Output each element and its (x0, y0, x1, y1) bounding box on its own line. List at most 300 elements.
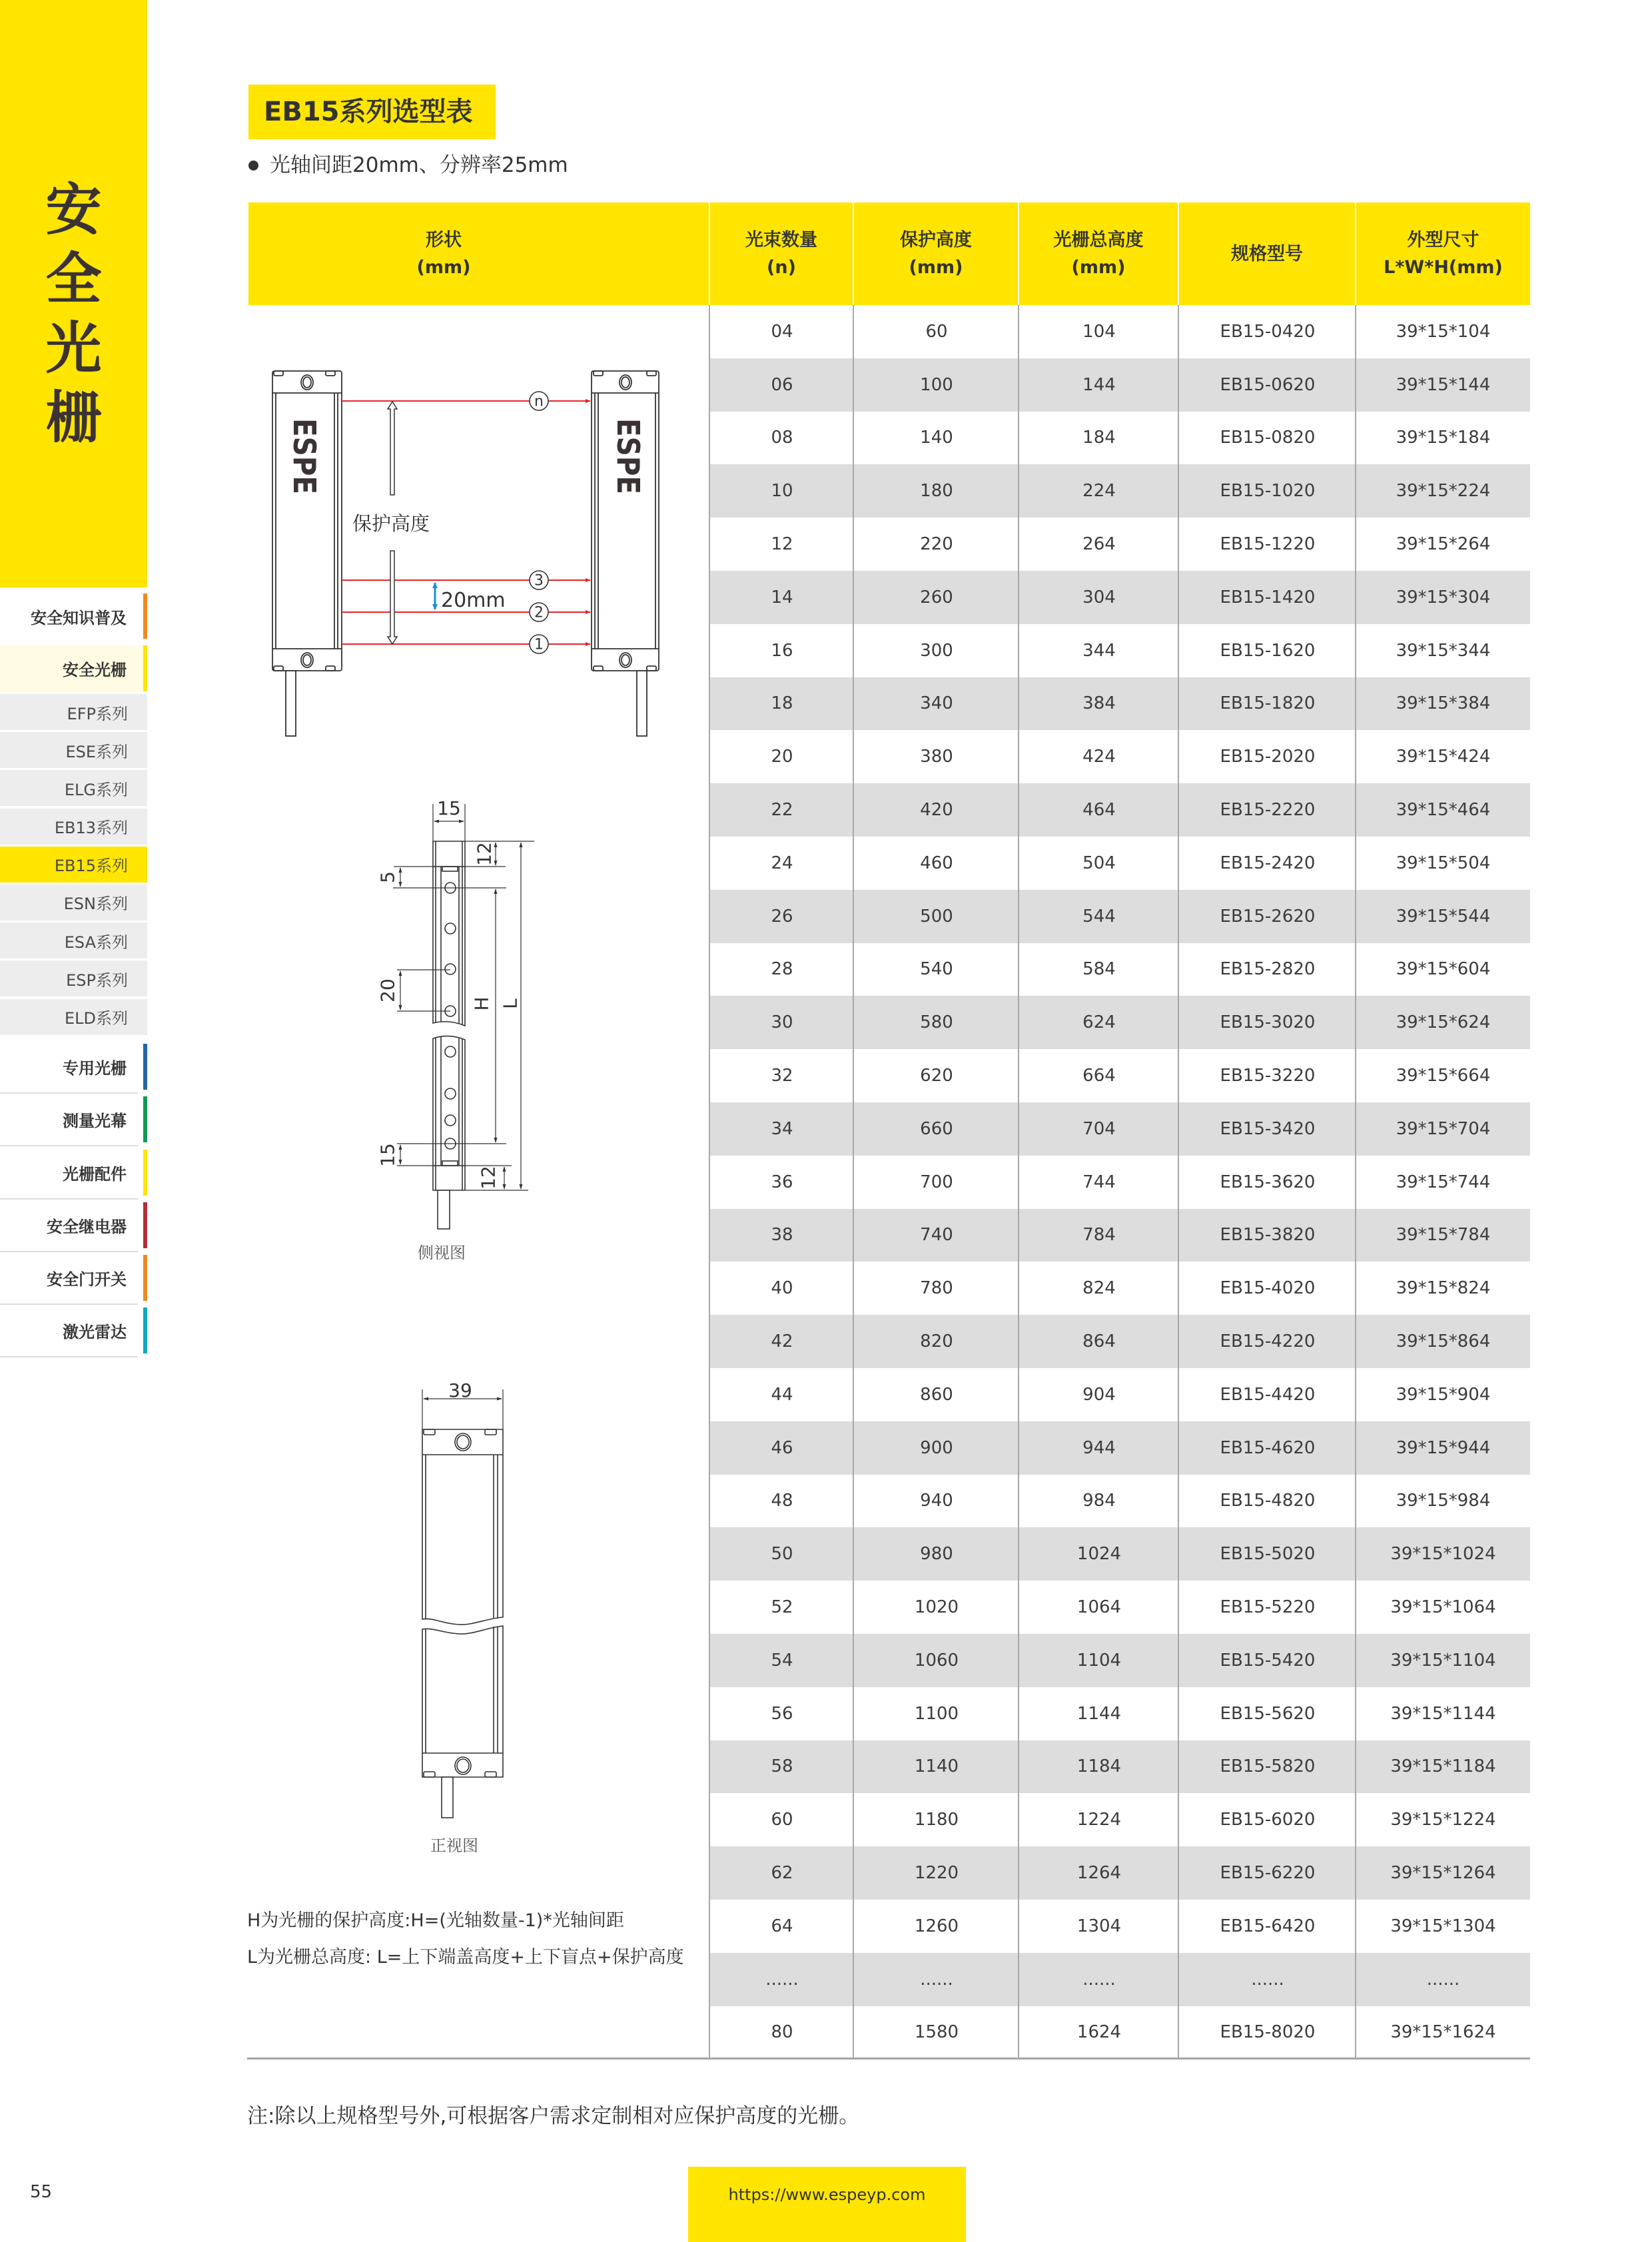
table-row (710, 1156, 1530, 1209)
cell-beam-count: 44 (771, 1384, 793, 1405)
cell-dimensions: 39*15*1304 (1390, 1916, 1496, 1936)
cell-model: EB15-1020 (1220, 481, 1316, 502)
cell-protection-height: 340 (920, 693, 953, 714)
cell-dimensions: 39*15*604 (1396, 959, 1491, 980)
table-row (710, 1049, 1530, 1102)
pitch-label: 20mm (441, 589, 506, 612)
column-divider (1178, 305, 1179, 2059)
cell-model: EB15-1820 (1220, 693, 1316, 714)
table-row (710, 1102, 1530, 1156)
cell-protection-height: 1020 (914, 1597, 959, 1618)
website-url[interactable]: https://www.espeyp.com (728, 2185, 926, 2204)
table-row (710, 1634, 1530, 1687)
cell-dimensions: 39*15*1024 (1390, 1544, 1496, 1565)
sidebar-category-item[interactable] (0, 1200, 147, 1252)
cell-total-height: 184 (1082, 428, 1116, 448)
cell-protection-height: 100 (920, 374, 953, 395)
dim-top-blind: 5 (376, 871, 399, 883)
cell-dimensions: 39*15*624 (1396, 1012, 1491, 1033)
section-title-char: 安 (45, 177, 102, 242)
table-row (710, 624, 1530, 677)
sidebar-item-label: 安全光栅 (63, 661, 127, 679)
cell-protection-height: 540 (920, 959, 953, 980)
page-title: EB15系列选型表 (248, 85, 496, 139)
beam-label: 2 (534, 604, 544, 621)
cell-model: EB15-4220 (1220, 1331, 1316, 1352)
sidebar-item-label: ESE系列 (65, 742, 128, 761)
cell-dimensions: 39*15*224 (1396, 481, 1491, 502)
table-row (710, 1421, 1530, 1475)
table-header (248, 202, 1530, 305)
cell-dimensions: 39*15*504 (1396, 853, 1491, 873)
table-row (710, 1475, 1530, 1528)
cell-model: EB15-2820 (1220, 959, 1316, 980)
cell-total-height: 1024 (1076, 1544, 1122, 1565)
cell-total-height: 704 (1082, 1118, 1116, 1139)
cell-protection-height: 620 (920, 1066, 953, 1086)
divider (0, 1356, 138, 1357)
table-row (710, 1209, 1530, 1262)
cell-total-height: 424 (1082, 747, 1116, 767)
side-view-diagram (377, 797, 535, 1262)
cell-dimensions: 39*15*304 (1396, 587, 1491, 607)
cell-beam-count: 56 (771, 1703, 793, 1724)
column-divider (1355, 305, 1356, 2059)
cell-total-height: 1104 (1076, 1650, 1122, 1671)
sidebar-series-item[interactable] (0, 923, 147, 958)
sidebar-item-label: 安全门开关 (47, 1270, 127, 1290)
cable (286, 671, 296, 736)
table-row (710, 2006, 1530, 2059)
cell-dimensions: 39*15*984 (1396, 1491, 1491, 1511)
section-title-char: 栅 (45, 385, 102, 450)
cell-total-height: 864 (1082, 1331, 1116, 1352)
sidebar-series-item[interactable] (0, 885, 147, 921)
customization-note: 注:除以上规格型号外,可根据客户需求定制相对应保护高度的光栅。 (247, 2104, 860, 2128)
table-bottom-border (247, 2057, 1530, 2059)
cell-total-height: 824 (1082, 1278, 1116, 1299)
cell-dimensions: 39*15*864 (1396, 1331, 1491, 1352)
column-header-model (1179, 202, 1355, 305)
accent-bar (143, 1044, 147, 1090)
section-title-vertical (0, 175, 147, 452)
table-body (710, 305, 1530, 2059)
cell-dimensions: 39*15*544 (1396, 906, 1491, 927)
accent-bar (143, 1096, 147, 1142)
arrow-up-icon (388, 402, 397, 495)
column-header-label: 规格型号 (1231, 243, 1303, 264)
website-link[interactable] (688, 2167, 966, 2242)
arrow-down-icon (388, 551, 397, 644)
formula-notes (247, 1902, 684, 1976)
table-row (710, 1262, 1530, 1315)
table-row (710, 1527, 1530, 1581)
cell-protection-height: 460 (920, 853, 953, 873)
table-row (710, 1315, 1530, 1368)
dim-width: 15 (437, 797, 461, 819)
cell-total-height: 584 (1082, 959, 1116, 980)
cell-dimensions: 39*15*424 (1396, 747, 1491, 767)
column-header-shape (248, 202, 709, 305)
table-row (710, 305, 1530, 358)
cell-beam-count: 64 (771, 1916, 793, 1936)
cell-dimensions: 39*15*1224 (1390, 1810, 1496, 1830)
page-subtitle: 光轴间距20mm、分辨率25mm (270, 153, 568, 177)
cell-dimensions: 39*15*384 (1396, 693, 1491, 714)
cell-model: EB15-3820 (1220, 1225, 1316, 1246)
sidebar-category-list (0, 1041, 147, 1358)
sidebar-item-label: 测量光幕 (63, 1112, 127, 1131)
accent-bar (143, 593, 147, 639)
cell-total-height: 544 (1082, 906, 1116, 927)
cell-beam-count: 20 (771, 747, 793, 767)
cell-total-height: 664 (1082, 1066, 1116, 1086)
cell-protection-height: 900 (920, 1437, 953, 1458)
page-number: 55 (30, 2182, 53, 2202)
cell-model: EB15-5420 (1220, 1650, 1316, 1671)
section-title-char: 光 (45, 316, 102, 381)
cell-model: EB15-6420 (1220, 1916, 1316, 1936)
dim-front-width: 39 (448, 1379, 472, 1401)
cell-beam-count: 48 (771, 1491, 793, 1511)
sidebar-series-item[interactable] (0, 847, 147, 883)
table-row (710, 1953, 1530, 2006)
table-row (710, 1846, 1530, 1900)
table-row (710, 1581, 1530, 1634)
cell-dimensions: 39*15*784 (1396, 1225, 1491, 1246)
column-header-label: 光束数量 (745, 230, 817, 250)
cell-model: EB15-5020 (1220, 1544, 1316, 1565)
accent-bar (143, 645, 147, 691)
cell-model: EB15-3620 (1220, 1172, 1316, 1192)
protection-height-label: 保护高度 (352, 512, 430, 535)
cell-dimensions: 39*15*1104 (1390, 1650, 1496, 1671)
sidebar-item-label: 光栅配件 (63, 1164, 127, 1184)
cell-model: EB15-5220 (1220, 1597, 1316, 1618)
cell-protection-height: 660 (920, 1118, 953, 1139)
column-header-total-height (1019, 202, 1178, 305)
sidebar-category-item[interactable] (0, 1252, 147, 1305)
cell-protection-height: 1580 (914, 2022, 959, 2043)
cell-beam-count: 52 (771, 1597, 793, 1618)
cell-total-height: 1304 (1076, 1916, 1122, 1936)
cell-total-height: 1624 (1076, 2022, 1122, 2043)
cell-beam-count: 18 (771, 693, 793, 714)
cell-dimensions: ...... (1426, 1969, 1460, 1990)
cell-model: EB15-0620 (1220, 374, 1316, 395)
sidebar-category-item[interactable] (0, 1094, 147, 1146)
cell-model: EB15-8020 (1220, 2022, 1316, 2043)
cell-total-height: 624 (1082, 1012, 1116, 1033)
accent-bar (143, 1202, 147, 1248)
sidebar-item-label: 专用光栅 (63, 1059, 127, 1078)
cell-protection-height: 260 (920, 587, 953, 607)
cell-beam-count: ...... (765, 1969, 799, 1990)
sidebar-item-label: ESP系列 (66, 970, 128, 990)
cell-protection-height: 220 (920, 534, 953, 555)
cell-total-height: 304 (1082, 587, 1116, 607)
cell-protection-height: 140 (920, 428, 953, 448)
cell-protection-height: 1140 (914, 1756, 959, 1777)
cell-dimensions: 39*15*664 (1396, 1066, 1491, 1086)
sidebar-series-item[interactable] (0, 960, 147, 996)
cell-protection-height: ...... (920, 1969, 953, 1990)
cell-dimensions: 39*15*904 (1396, 1384, 1491, 1405)
cell-total-height: 1264 (1076, 1863, 1122, 1883)
cable (438, 1190, 450, 1229)
cell-beam-count: 60 (771, 1810, 793, 1830)
table-row (710, 996, 1530, 1049)
cell-beam-count: 34 (771, 1118, 793, 1139)
dim-bottom-blind: 15 (376, 1143, 399, 1167)
cell-beam-count: 26 (771, 906, 793, 927)
cell-model: EB15-0420 (1220, 321, 1316, 342)
cell-dimensions: 39*15*464 (1396, 800, 1491, 821)
cell-protection-height: 980 (920, 1544, 953, 1565)
column-header-label: 保护高度 (900, 230, 972, 250)
cell-protection-height: 1260 (914, 1916, 959, 1936)
table-row (710, 677, 1530, 731)
table-row (710, 1900, 1530, 1953)
cell-protection-height: 1220 (914, 1863, 959, 1883)
cell-model: EB15-2620 (1220, 906, 1316, 927)
cable (637, 671, 647, 736)
cell-model: EB15-4620 (1220, 1437, 1316, 1458)
cell-total-height: 1064 (1076, 1597, 1122, 1618)
side-view-caption: 侧视图 (418, 1244, 466, 1262)
cell-protection-height: 580 (920, 1012, 953, 1033)
cell-model: EB15-4420 (1220, 1384, 1316, 1405)
cable (442, 1777, 453, 1818)
column-header-unit: (n) (767, 257, 796, 278)
cell-beam-count: 14 (771, 587, 793, 607)
cell-dimensions: 39*15*104 (1396, 321, 1491, 342)
cell-model: EB15-5620 (1220, 1703, 1316, 1724)
cell-dimensions: 39*15*144 (1396, 374, 1491, 395)
dim-L: L (499, 998, 522, 1009)
cell-model: EB15-2420 (1220, 853, 1316, 873)
cell-beam-count: 08 (771, 428, 793, 448)
product-diagrams (248, 305, 709, 1904)
cell-total-height: 904 (1082, 1384, 1116, 1405)
cell-beam-count: 58 (771, 1756, 793, 1777)
cell-model: EB15-2020 (1220, 747, 1316, 767)
cell-beam-count: 32 (771, 1066, 793, 1086)
table-row (710, 464, 1530, 518)
sidebar-series-item[interactable] (0, 809, 147, 845)
cell-beam-count: 30 (771, 1012, 793, 1033)
brand-logo-text: ESPE (610, 418, 646, 505)
cell-total-height: 1144 (1076, 1703, 1122, 1724)
column-divider (853, 305, 854, 2059)
dim-H: H (470, 996, 493, 1011)
cell-total-height: 784 (1082, 1225, 1116, 1246)
beam-label: n (534, 393, 544, 410)
sidebar-item-label: ESN系列 (63, 895, 128, 914)
cell-beam-count: 40 (771, 1278, 793, 1299)
cell-beam-count: 12 (771, 534, 793, 555)
cell-protection-height: 1180 (914, 1810, 959, 1830)
table-row (710, 890, 1530, 943)
cell-beam-count: 46 (771, 1437, 793, 1458)
cell-beam-count: 16 (771, 640, 793, 661)
cell-beam-count: 36 (771, 1172, 793, 1192)
table-row (710, 1687, 1530, 1740)
cell-protection-height: 1060 (914, 1650, 959, 1671)
brand-logo-text: ESPE (286, 418, 322, 505)
column-header-unit: (mm) (416, 257, 471, 278)
cell-dimensions: 39*15*1144 (1390, 1703, 1496, 1724)
cell-model: EB15-0820 (1220, 428, 1316, 448)
table-row (710, 837, 1530, 890)
cell-protection-height: 1100 (914, 1703, 959, 1724)
cell-protection-height: 420 (920, 800, 953, 821)
table-row (710, 783, 1530, 837)
cell-model: ...... (1251, 1969, 1284, 1990)
cell-model: EB15-4820 (1220, 1491, 1316, 1511)
sidebar-series-item[interactable] (0, 732, 147, 768)
formula-L: L为光栅总高度: L=上下端盖高度+上下盲点+保护高度 (247, 1947, 684, 1968)
cell-beam-count: 80 (771, 2022, 793, 2043)
cell-dimensions: 39*15*184 (1396, 428, 1491, 448)
sidebar-series-item[interactable] (0, 694, 147, 730)
cell-dimensions: 39*15*344 (1396, 640, 1491, 661)
cell-total-height: 504 (1082, 853, 1116, 873)
cell-beam-count: 42 (771, 1331, 793, 1352)
table-row (710, 1740, 1530, 1794)
sidebar-item-label: ESA系列 (64, 933, 128, 952)
column-header-protection-height (854, 202, 1018, 305)
sidebar-item-label: 激光雷达 (63, 1323, 127, 1342)
cell-total-height: 104 (1082, 321, 1116, 342)
cell-protection-height: 740 (920, 1225, 953, 1246)
accent-bar (143, 1308, 147, 1353)
table-row (710, 518, 1530, 571)
beam-label: 3 (534, 572, 544, 589)
sidebar-item-safety-knowledge[interactable] (0, 593, 147, 639)
cell-model: EB15-2220 (1220, 800, 1316, 821)
column-header-label: 光栅总高度 (1053, 230, 1144, 250)
column-header-unit: (mm) (1071, 257, 1126, 278)
cell-protection-height: 700 (920, 1172, 953, 1192)
column-header-beam-count (710, 202, 853, 305)
cell-model: EB15-4020 (1220, 1278, 1316, 1299)
cell-dimensions: 39*15*1064 (1390, 1597, 1496, 1618)
cell-beam-count: 50 (771, 1544, 793, 1565)
cell-protection-height: 300 (920, 640, 953, 661)
cell-dimensions: 39*15*824 (1396, 1278, 1491, 1299)
sidebar-category-item[interactable] (0, 1305, 147, 1357)
cell-total-height: ...... (1082, 1969, 1116, 1990)
cell-protection-height: 860 (920, 1384, 953, 1405)
cell-total-height: 464 (1082, 800, 1116, 821)
cell-model: EB15-3420 (1220, 1118, 1316, 1139)
cell-model: EB15-6020 (1220, 1810, 1316, 1830)
beam-number-badges (530, 392, 548, 653)
dim-bottom-cap: 12 (477, 1166, 500, 1190)
cell-protection-height: 820 (920, 1331, 953, 1352)
cell-model: EB15-3220 (1220, 1066, 1316, 1086)
sidebar-series-list (0, 694, 147, 1037)
cell-protection-height: 180 (920, 481, 953, 502)
light-curtain-pair-diagram (272, 371, 659, 736)
table-row (710, 730, 1530, 783)
column-header-label: 外型尺寸 (1407, 230, 1479, 250)
cell-model: EB15-3020 (1220, 1012, 1316, 1033)
column-divider (1018, 305, 1019, 2059)
table-row (710, 943, 1530, 996)
cell-total-height: 744 (1082, 1172, 1116, 1192)
formula-H: H为光栅的保护高度:H=(光轴数量-1)*光轴间距 (247, 1910, 624, 1931)
bullet-icon (248, 161, 258, 171)
cell-total-height: 344 (1082, 640, 1116, 661)
sidebar-category-item[interactable] (0, 1147, 147, 1200)
column-header-dimensions (1356, 202, 1530, 305)
column-header-label: 形状 (426, 230, 462, 250)
accent-bar (143, 1255, 147, 1301)
cell-model: EB15-1420 (1220, 587, 1316, 607)
cell-beam-count: 24 (771, 853, 793, 873)
sidebar-item-label: EB15系列 (54, 857, 128, 876)
table-row (710, 412, 1530, 465)
cell-beam-count: 22 (771, 800, 793, 821)
dim-top-cap: 12 (473, 842, 496, 866)
cell-beam-count: 38 (771, 1225, 793, 1246)
cell-dimensions: 39*15*1264 (1390, 1863, 1496, 1883)
cell-model: EB15-6220 (1220, 1863, 1316, 1883)
cell-total-height: 944 (1082, 1437, 1116, 1458)
sidebar-series-item[interactable] (0, 999, 147, 1035)
cell-protection-height: 380 (920, 747, 953, 767)
cell-dimensions: 39*15*264 (1396, 534, 1491, 555)
sidebar-item-label: ELG系列 (64, 780, 128, 799)
cell-model: EB15-1220 (1220, 534, 1316, 555)
front-view-caption: 正视图 (430, 1836, 478, 1855)
cell-protection-height: 940 (920, 1491, 953, 1511)
cell-beam-count: 10 (771, 481, 793, 502)
cell-total-height: 384 (1082, 693, 1116, 714)
beam-label: 1 (534, 636, 544, 653)
cell-model: EB15-5820 (1220, 1756, 1316, 1777)
sidebar-item-safety-light-curtain[interactable] (0, 645, 147, 691)
cell-dimensions: 39*15*944 (1396, 1437, 1491, 1458)
cell-beam-count: 04 (771, 321, 793, 342)
table-row (710, 1368, 1530, 1421)
cell-dimensions: 39*15*744 (1396, 1172, 1491, 1192)
sidebar-series-item[interactable] (0, 770, 147, 806)
cell-protection-height: 60 (925, 321, 948, 342)
cell-total-height: 1224 (1076, 1810, 1122, 1830)
cell-total-height: 144 (1082, 374, 1116, 395)
sidebar-category-item[interactable] (0, 1041, 147, 1094)
table-row (710, 1793, 1530, 1846)
section-title-char: 全 (45, 246, 102, 312)
cell-dimensions: 39*15*1184 (1390, 1756, 1496, 1777)
sidebar-item-label: EFP系列 (67, 704, 128, 723)
sidebar-item-label: EB13系列 (54, 819, 128, 838)
column-header-unit: L*W*H(mm) (1384, 257, 1503, 278)
cell-beam-count: 06 (771, 374, 793, 395)
sidebar-item-label: 安全知识普及 (31, 608, 127, 627)
cell-total-height: 264 (1082, 534, 1116, 555)
cell-beam-count: 62 (771, 1863, 793, 1883)
table-row (710, 358, 1530, 412)
table-row (710, 571, 1530, 624)
dim-pitch: 20 (376, 978, 399, 1002)
cell-beam-count: 28 (771, 959, 793, 980)
column-header-unit: (mm) (909, 257, 963, 278)
accent-bar (143, 1150, 147, 1196)
